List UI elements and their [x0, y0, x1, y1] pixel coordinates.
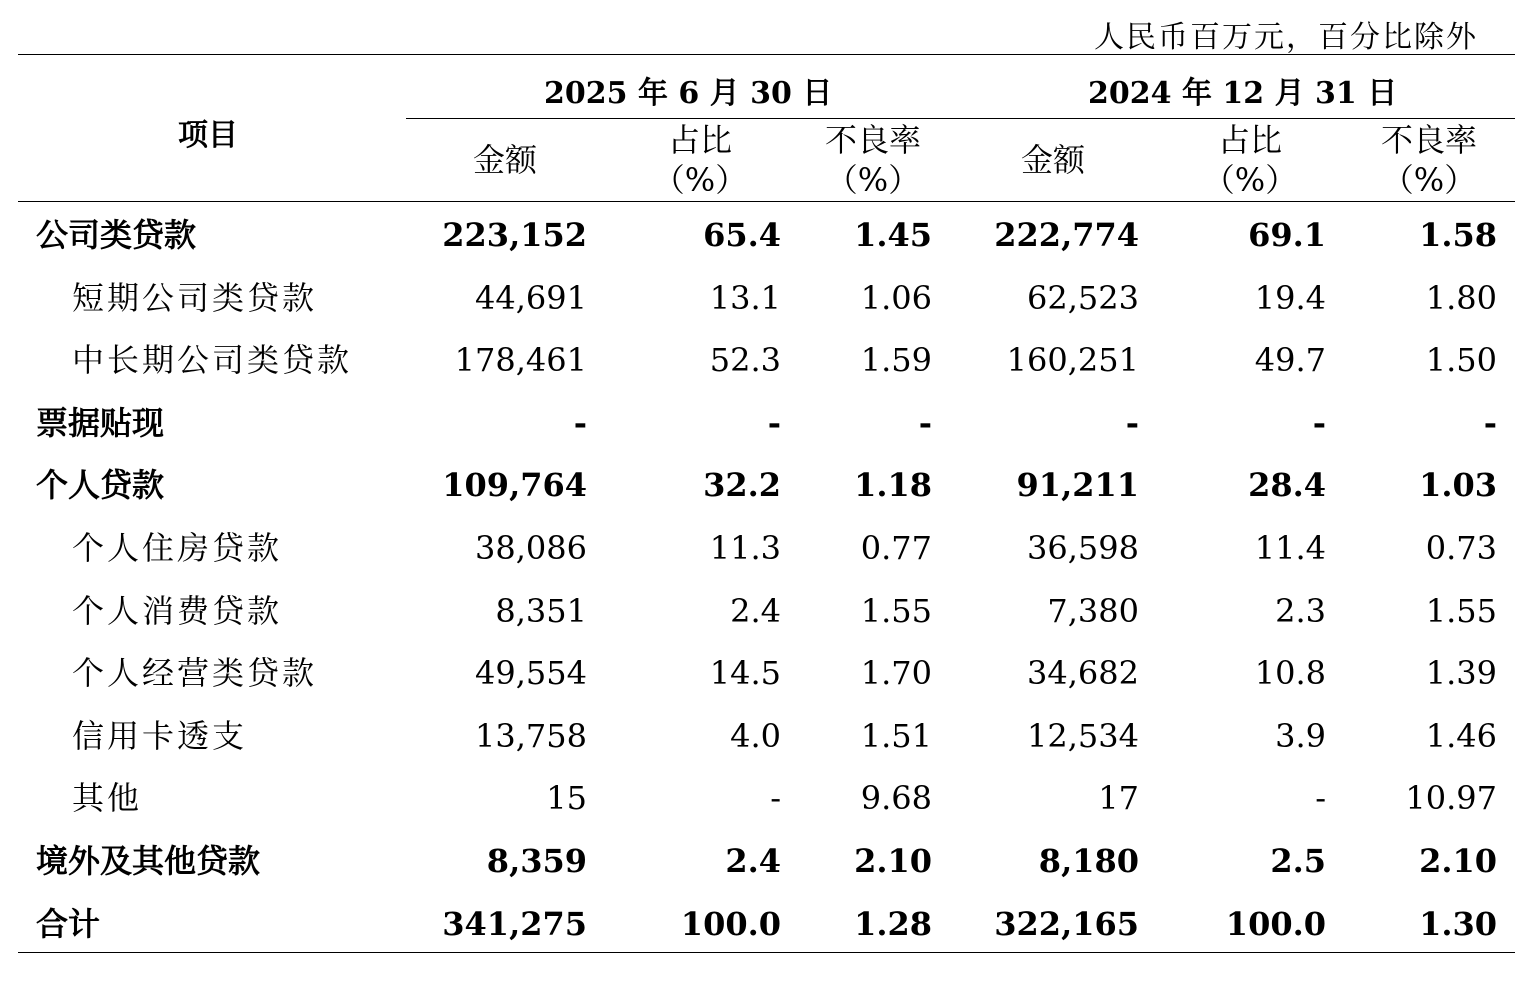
cell-npl-2024: 1.39 — [1425, 654, 1497, 692]
cell-npl-2025: 1.51 — [860, 717, 932, 755]
cell-amount-2025: 38,086 — [475, 529, 587, 567]
cell-share-2025: - — [767, 404, 781, 442]
cell-npl-2025: 1.06 — [860, 279, 932, 317]
cell-npl-2025: 0.77 — [860, 529, 932, 567]
cell-npl-2025: 1.55 — [860, 592, 932, 630]
cell-npl-2025: 1.59 — [860, 341, 932, 379]
cell-amount-2024: 62,523 — [1027, 279, 1139, 317]
header-share-2025-line2: （%） — [652, 161, 748, 199]
cell-share-2024: 3.9 — [1275, 717, 1326, 755]
cell-amount-2024: 7,380 — [1047, 592, 1139, 630]
header-share-2024-line2: （%） — [1202, 161, 1298, 199]
cell-amount-2024: 91,211 — [1016, 466, 1139, 504]
cell-npl-2025: - — [918, 404, 932, 442]
cell-share-2024: 28.4 — [1248, 466, 1326, 504]
header-period-2025: 2025 年 6 月 30 日 — [544, 76, 833, 111]
cell-amount-2024: 17 — [1098, 779, 1139, 817]
header-npl-2024 — [1364, 120, 1494, 200]
header-npl-2024-line1: 不良率 — [1380, 121, 1477, 159]
cell-share-2025: 32.2 — [703, 466, 781, 504]
cell-amount-2024: 160,251 — [1006, 341, 1139, 379]
cell-npl-2024: 0.73 — [1425, 529, 1497, 567]
cell-amount-2024: 36,598 — [1027, 529, 1139, 567]
cell-amount-2025: - — [573, 404, 587, 442]
cell-amount-2024: 12,534 — [1027, 717, 1139, 755]
cell-share-2024: - — [1312, 404, 1326, 442]
row-label: 个人经营类贷款 — [72, 654, 318, 692]
header-npl-2025-line2: （%） — [825, 161, 921, 199]
row-label: 中长期公司类贷款 — [72, 341, 353, 379]
cell-share-2025: 65.4 — [703, 216, 781, 254]
row-label: 境外及其他贷款 — [36, 842, 261, 880]
row-label: 个人住房贷款 — [72, 529, 283, 567]
row-label: 公司类贷款 — [36, 216, 197, 254]
header-mid-rule — [406, 118, 1515, 119]
cell-npl-2025: 9.68 — [860, 779, 932, 817]
cell-npl-2024: 10.97 — [1405, 779, 1497, 817]
cell-share-2024: 10.8 — [1254, 654, 1326, 692]
header-npl-2025-line1: 不良率 — [824, 121, 921, 159]
header-period-2024: 2024 年 12 月 31 日 — [1088, 76, 1398, 111]
cell-npl-2024: 2.10 — [1419, 842, 1497, 880]
header-item: 项目 — [178, 118, 238, 153]
cell-npl-2024: 1.46 — [1425, 717, 1497, 755]
cell-npl-2025: 1.45 — [854, 216, 932, 254]
cell-amount-2024: 322,165 — [994, 905, 1139, 943]
row-label: 其他 — [72, 779, 143, 817]
cell-npl-2025: 1.18 — [854, 466, 932, 504]
cell-amount-2025: 15 — [546, 779, 587, 817]
cell-npl-2025: 1.70 — [860, 654, 932, 692]
cell-npl-2024: - — [1483, 404, 1497, 442]
header-share-2025 — [650, 120, 750, 200]
row-label: 个人消费贷款 — [72, 592, 283, 630]
cell-share-2025: 14.5 — [709, 654, 781, 692]
cell-npl-2024: 1.80 — [1425, 279, 1497, 317]
cell-share-2024: 11.4 — [1254, 529, 1326, 567]
cell-share-2025: 100.0 — [680, 905, 781, 943]
cell-amount-2025: 49,554 — [475, 654, 587, 692]
cell-npl-2025: 2.10 — [854, 842, 932, 880]
cell-npl-2024: 1.03 — [1419, 466, 1497, 504]
cell-share-2025: 13.1 — [709, 279, 781, 317]
cell-amount-2025: 13,758 — [475, 717, 587, 755]
cell-npl-2024: 1.58 — [1419, 216, 1497, 254]
cell-amount-2024: 34,682 — [1027, 654, 1139, 692]
cell-share-2025: 52.3 — [709, 341, 781, 379]
cell-amount-2025: 109,764 — [442, 466, 587, 504]
row-label: 短期公司类贷款 — [72, 279, 318, 317]
cell-amount-2025: 44,691 — [475, 279, 587, 317]
header-npl-2025 — [808, 120, 938, 200]
header-npl-2024-line2: （%） — [1381, 161, 1477, 199]
cell-npl-2024: 1.55 — [1425, 592, 1497, 630]
unit-note: 人民币百万元，百分比除外 — [1094, 20, 1478, 55]
header-amount-2024: 金额 — [1020, 141, 1085, 179]
cell-amount-2024: - — [1125, 404, 1139, 442]
cell-share-2024: 69.1 — [1248, 216, 1326, 254]
cell-npl-2024: 1.50 — [1425, 341, 1497, 379]
cell-amount-2024: 222,774 — [994, 216, 1139, 254]
cell-amount-2025: 8,351 — [495, 592, 587, 630]
header-share-2024-line1: 占比 — [1217, 121, 1282, 159]
cell-share-2024: 49.7 — [1254, 341, 1326, 379]
header-bottom-rule — [18, 201, 1515, 202]
cell-share-2025: 4.0 — [730, 717, 781, 755]
row-label: 个人贷款 — [36, 466, 165, 504]
row-label: 票据贴现 — [36, 404, 165, 442]
cell-amount-2025: 223,152 — [442, 216, 587, 254]
cell-npl-2025: 1.28 — [854, 905, 932, 943]
table-top-rule — [18, 54, 1515, 55]
cell-share-2024: 2.3 — [1275, 592, 1326, 630]
cell-share-2024: 2.5 — [1270, 842, 1326, 880]
cell-npl-2024: 1.30 — [1419, 905, 1497, 943]
cell-share-2024: 100.0 — [1225, 905, 1326, 943]
cell-share-2025: 2.4 — [730, 592, 781, 630]
cell-amount-2025: 8,359 — [486, 842, 587, 880]
header-share-2025-line1: 占比 — [667, 121, 732, 159]
cell-share-2025: 2.4 — [725, 842, 781, 880]
cell-share-2024: 19.4 — [1254, 279, 1326, 317]
cell-amount-2024: 8,180 — [1038, 842, 1139, 880]
table-bottom-rule — [18, 952, 1515, 953]
cell-share-2025: 11.3 — [709, 529, 781, 567]
cell-share-2024: - — [1315, 779, 1326, 817]
cell-amount-2025: 178,461 — [454, 341, 587, 379]
header-share-2024 — [1200, 120, 1300, 200]
header-amount-2025: 金额 — [472, 141, 537, 179]
row-label: 信用卡透支 — [72, 717, 248, 755]
cell-amount-2025: 341,275 — [442, 905, 587, 943]
cell-share-2025: - — [770, 779, 781, 817]
row-label: 合计 — [36, 905, 101, 943]
